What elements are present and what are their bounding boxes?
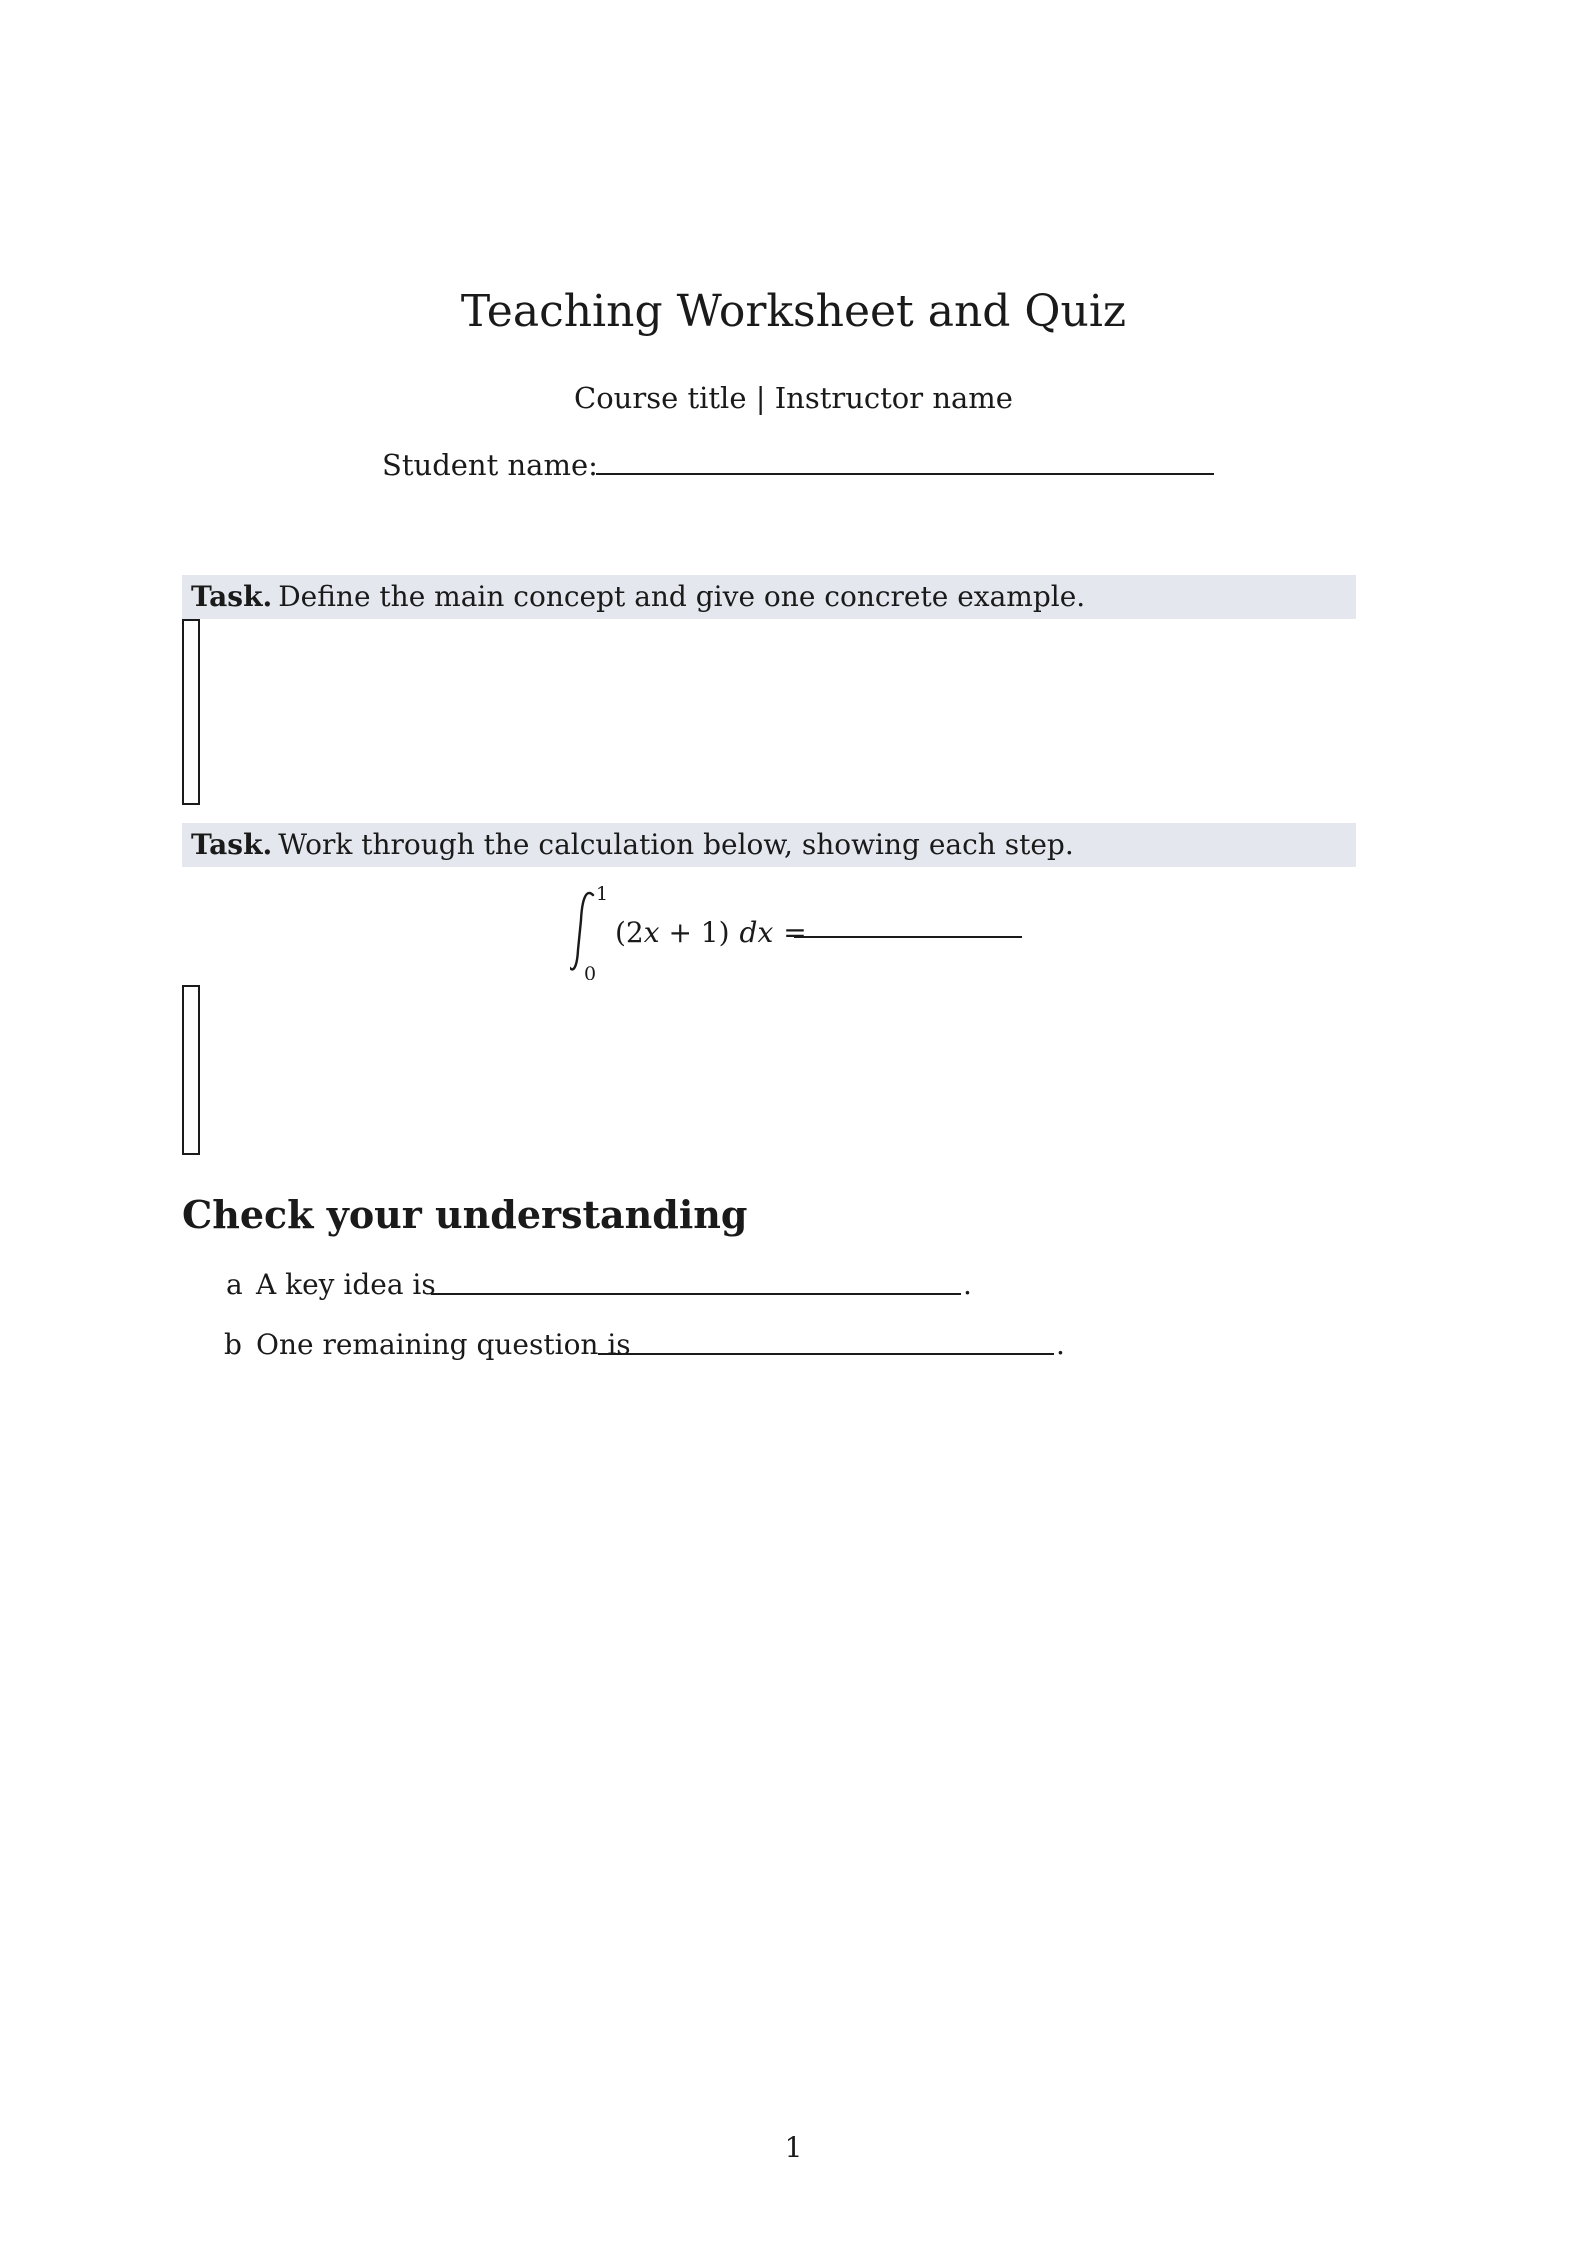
integrand-close: + 1) [659,916,730,949]
item-b-marker: b [224,1328,242,1361]
integrand-x: x [643,916,660,949]
differential-d: d [739,916,758,949]
integral-lower-limit: 0 [584,963,597,980]
page-title: Teaching Worksheet and Quiz [460,286,1127,337]
integral-formula [570,880,1050,980]
differential-x: x [757,916,774,949]
item-a-blank[interactable] [431,1293,961,1295]
task-2-label: Task. [191,828,273,861]
item-a-marker: a [226,1268,243,1301]
check-understanding-heading: Check your understanding [182,1192,748,1237]
student-name-field[interactable] [596,473,1214,475]
page-number: 1 [784,2131,803,2164]
integrand-open: (2 [615,916,644,949]
item-a-text: A key idea is [256,1268,436,1301]
task-1-bar [182,575,1356,619]
student-name-label: Student name: [382,448,598,482]
item-b-period: . [1056,1328,1065,1361]
item-a-period: . [963,1268,972,1301]
integrand [615,916,807,949]
task-1-text: Define the main concept and give one concrete example. [278,580,1086,613]
integral-upper-limit: 1 [596,883,609,905]
task-1-label: Task. [191,580,273,613]
course-instructor-line: Course title | Instructor name [574,381,1013,415]
task-2-bar [182,823,1356,867]
integral-sign [570,893,593,969]
item-b-blank[interactable] [598,1353,1054,1355]
item-b-text: One remaining question is [256,1328,631,1361]
task-2-text: Work through the calculation below, showing each step. [278,828,1074,861]
task-1-answer-box[interactable] [182,619,200,805]
equals-sign: = [783,916,807,949]
task-2-answer-box[interactable] [182,985,200,1155]
